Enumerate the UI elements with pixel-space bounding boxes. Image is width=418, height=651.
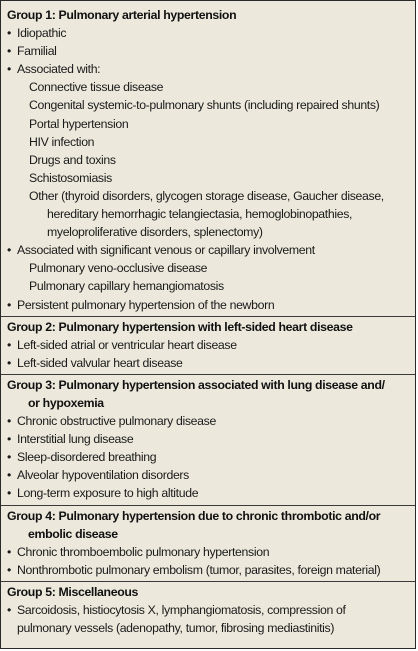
group-title-line: Group 2: Pulmonary hypertension with left-sided heart disease	[7, 319, 353, 334]
group-title-line: Group 3: Pulmonary hypertension associated with lung disease and/	[7, 377, 385, 392]
group-section	[1, 317, 415, 375]
group-section	[1, 582, 415, 639]
list-item: • Sarcoidosis, histiocytosis X, lymphangiomatosis, compression of	[7, 601, 411, 619]
list-subitem: pulmonary vessels (adenopathy, tumor, fibrosing mediastinitis)	[17, 621, 335, 636]
list-subitem: Connective tissue disease	[29, 80, 164, 95]
list-item: • Left-sided valvular heart disease	[7, 354, 411, 372]
list-subitem: Other (thyroid disorders, glycogen storage disease, Gaucher disease,	[29, 188, 384, 203]
list-subitem: Drugs and toxins	[29, 152, 116, 167]
list-subitem: Schistosomiasis	[29, 170, 112, 185]
list-item: • Idiopathic	[7, 24, 411, 42]
list-item: • Alveolar hypoventilation disorders	[7, 466, 411, 484]
list-item: • Associated with significant venous or capillary involvement	[7, 241, 411, 259]
list-subitem: myeloproliferative disorders, splenectomy)	[47, 225, 263, 240]
list-item: • Interstitial lung disease	[7, 430, 411, 448]
group-title-line: Group 5: Miscellaneous	[7, 584, 139, 599]
list-subitem: Portal hypertension	[29, 116, 129, 131]
list-item: • Nonthrombotic pulmonary embolism (tumor, parasites, foreign material)	[7, 561, 411, 579]
group-title-line: Group 1: Pulmonary arterial hypertension	[7, 8, 237, 22]
group-section	[1, 506, 415, 582]
list-subitem: Pulmonary capillary hemangiomatosis	[29, 279, 224, 294]
list-item: • Familial	[7, 42, 411, 60]
group-title	[7, 6, 411, 24]
list-item: • Long-term exposure to high altitude	[7, 484, 411, 502]
group-section	[1, 375, 415, 506]
list-item: • Left-sided atrial or ventricular heart disease	[7, 336, 411, 354]
list-item: • Chronic thromboembolic pulmonary hypertension	[7, 543, 411, 561]
list-subitem: HIV infection	[29, 134, 95, 149]
group-title	[7, 318, 411, 336]
list-item: • Persistent pulmonary hypertension of the newborn	[7, 296, 411, 314]
list-item: • Sleep-disordered breathing	[7, 448, 411, 466]
group-section	[1, 5, 415, 317]
group-title-line: or hypoxemia	[28, 395, 104, 410]
list-item: • Chronic obstructive pulmonary disease	[7, 412, 411, 430]
list-subitem: hereditary hemorrhagic telangiectasia, hemoglobinopathies,	[47, 207, 353, 222]
group-title	[7, 507, 411, 543]
group-title-line: Group 4: Pulmonary hypertension due to chronic thrombotic and/or	[7, 508, 381, 523]
group-title	[7, 583, 411, 601]
group-title	[7, 376, 411, 412]
list-subitem: Pulmonary veno-occlusive disease	[29, 261, 208, 276]
list-subitem: Congenital systemic-to-pulmonary shunts (including repaired shunts)	[29, 98, 380, 113]
group-title-line: embolic disease	[28, 526, 118, 541]
list-item: • Associated with:	[7, 60, 411, 78]
